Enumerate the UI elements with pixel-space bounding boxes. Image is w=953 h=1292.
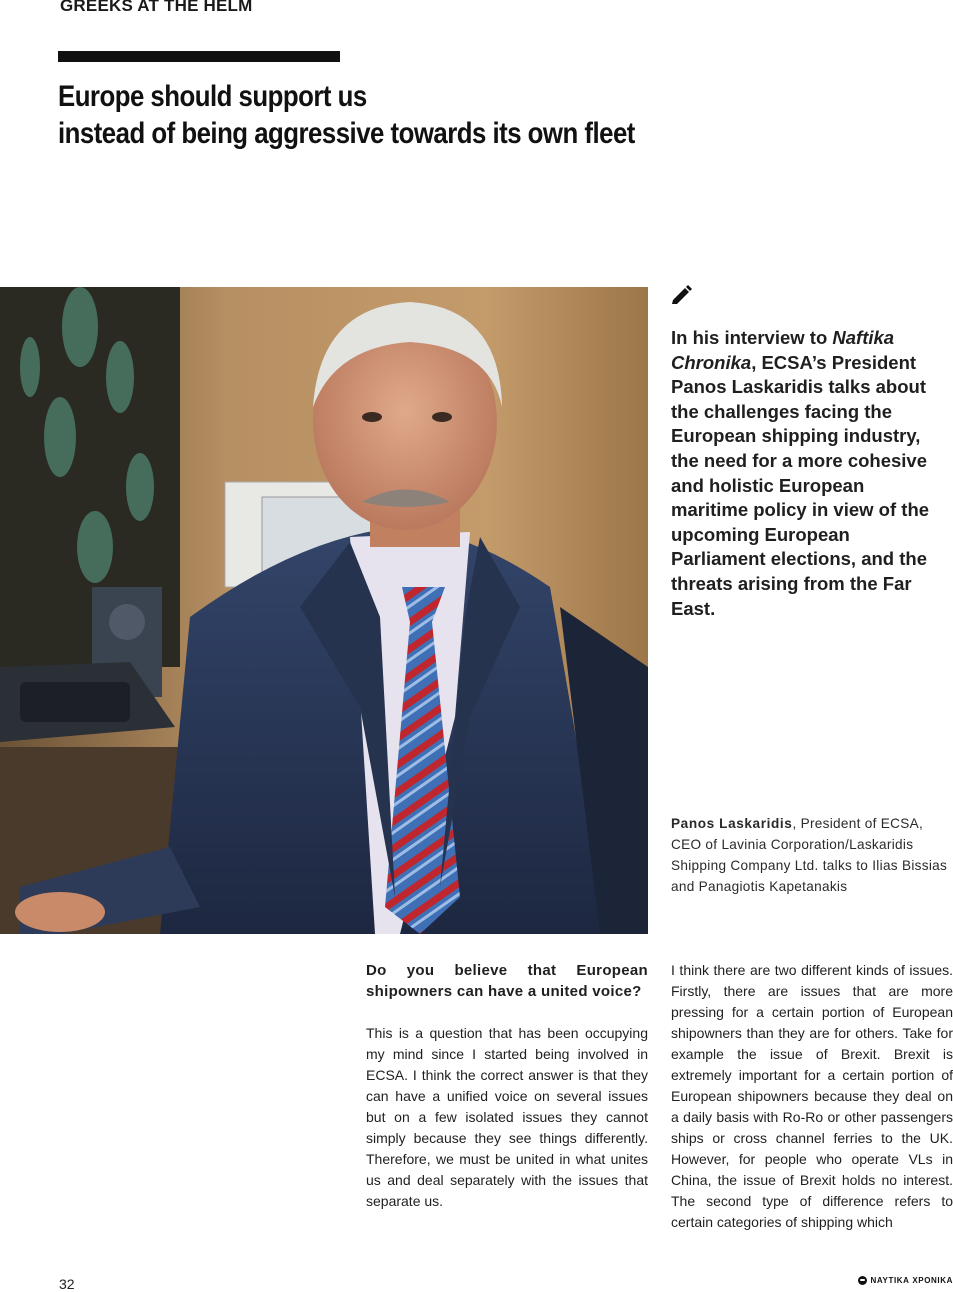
article-column-right: [671, 960, 953, 1233]
headline-line-2: instead of being aggressive towards its own fleet: [58, 115, 660, 152]
headline-line-1: Europe should support us: [58, 78, 660, 115]
article-column-middle: [366, 960, 648, 1212]
portrait-photo: [0, 287, 648, 934]
brand-logo-icon: [858, 1276, 867, 1285]
brand-name: ΝΑΥΤΙΚΑ ΧΡΟΝΙΚΑ: [871, 1276, 953, 1285]
photo-caption: [671, 813, 951, 897]
caption-text: , President of ECSA, CEO of Lavinia Corporation/Laskaridis Shipping Company Ltd. talks to Ilias Bissias and Panagiotis Kapetanakis: [671, 816, 947, 894]
question-1: Do you believe that European shipowners can have a united voice?: [366, 960, 648, 1002]
pencil-icon: [670, 284, 692, 304]
title-rule: [58, 51, 340, 62]
headline: [58, 78, 660, 152]
answer-1: This is a question that has been occupying my mind since I started being involved in ECSA. I think the correct answer is that they can have a unified voice on several issues but on a few isolated issues they cannot simply because they see things differently. Therefore, we must be united in what unites us and deal separately with the issues that separate us.: [366, 1023, 648, 1212]
intro-text-1: In his interview to: [671, 327, 832, 348]
caption-name: Panos Laskaridis: [671, 816, 792, 831]
answer-1-continued: I think there are two different kinds of issues. Firstly, there are issues that are more pressing for a certain portion of European shipowners than they are for others. Take for example the issue of Brexit. Brexit is extremely important for a certain portion of European shipowners because they deal on a daily basis with Ro-Ro or other passengers ships or cross channel ferries to the UK. However, for people who operate VLs in China, the issue of Brexit holds no interest. The second type of difference refers to certain categories of shipping which: [671, 960, 953, 1233]
section-label: GREEKS AT THE HELM: [60, 0, 253, 16]
intro-paragraph: [671, 326, 941, 621]
intro-publication: Naftika Chronika: [671, 327, 894, 373]
footer-brand: [858, 1276, 953, 1285]
page-number: 32: [59, 1276, 75, 1292]
intro-text-2: , ECSA’s President Panos Laskaridis talks about the challenges facing the European shipping industry, the need for a more cohesive and holistic European maritime policy in view of the upcoming European Parliament elections, and the threats arising from the Far East.: [671, 352, 929, 619]
